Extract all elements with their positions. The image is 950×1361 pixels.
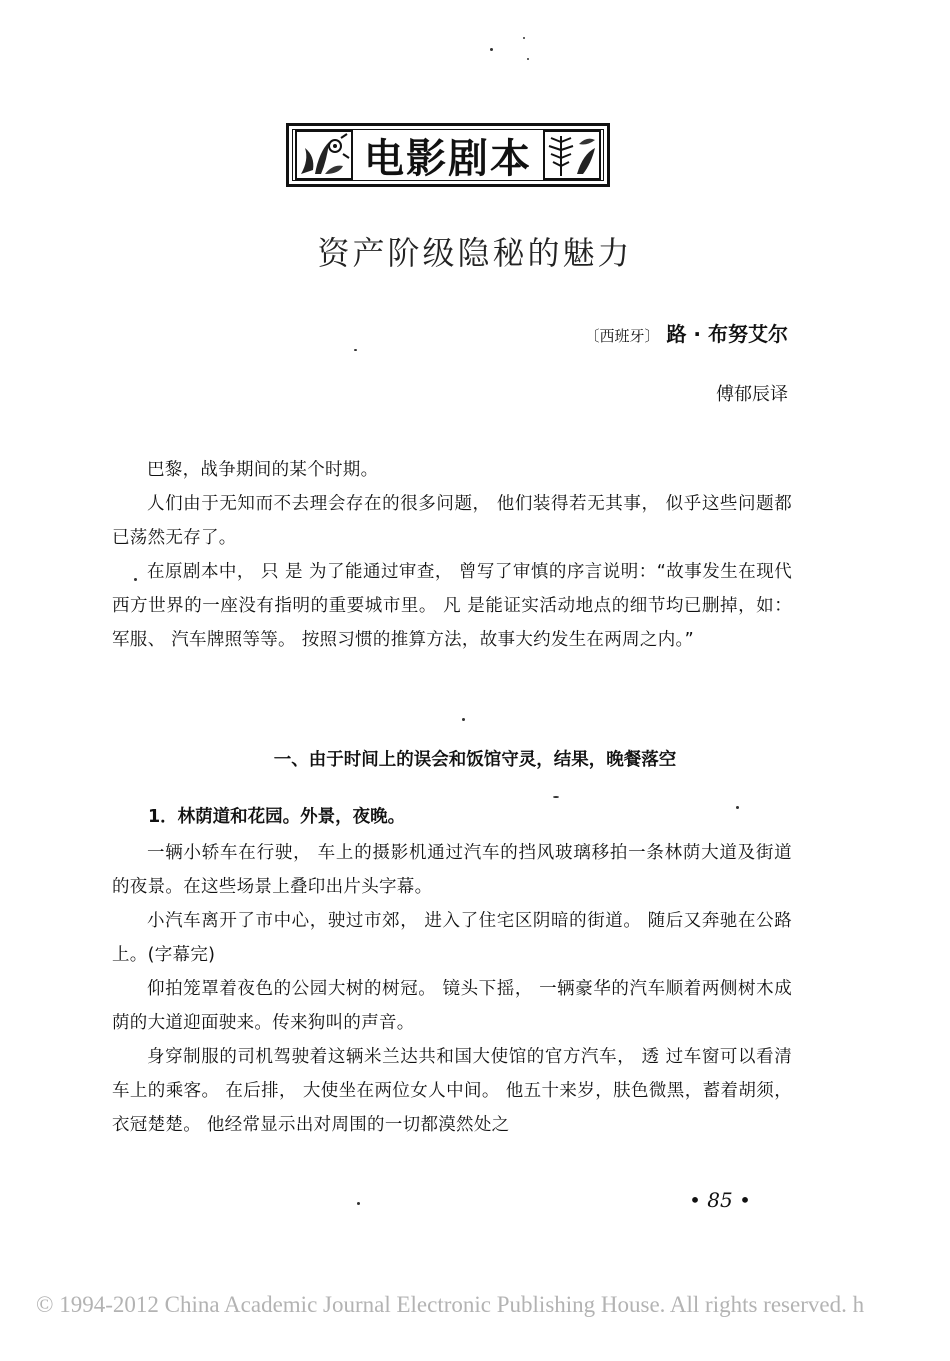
article-title: 资产阶级隐秘的魅力 [317, 234, 633, 272]
scene-heading: 1．林荫道和花园。外景，夜晚。 [148, 807, 406, 827]
intro-paragraph: 巴黎，战争期间的某个时期。 [147, 460, 379, 480]
scan-speck [354, 349, 357, 351]
intro-paragraph: 人们由于无知而不去理会存在的很多问题， 他们装得若无其事， 似乎这些问题都已荡然无存了。 [112, 494, 792, 548]
scene-text [112, 836, 792, 1142]
copyright-watermark: © 1994-2012 China Academic Journal Electronic Publishing House. All rights reserved. h [36, 1292, 865, 1317]
scan-speck [527, 58, 529, 60]
scan-speck [462, 718, 465, 721]
author-name: 路 · 布努艾尔 [666, 322, 788, 346]
page-number: • 85 • [689, 1188, 751, 1212]
intro-text [112, 453, 792, 657]
scan-speck [357, 1202, 360, 1205]
column-banner [286, 123, 610, 187]
section-heading: 一、由于时间上的误会和饭馆守灵，结果，晚餐落空 [273, 750, 677, 770]
plant-ornament-icon [543, 130, 601, 180]
scan-speck [134, 578, 137, 581]
scene-paragraph: 仰拍笼罩着夜色的公园大树的树冠。 镜头下摇， 一辆豪华的汽车顺着两侧树木成荫的大道迎面驶来。传来狗叫的声音。 [112, 979, 792, 1033]
column-title: 电影剧本 [364, 135, 532, 182]
translator-credit: 傅郁辰译 [716, 384, 788, 405]
intro-paragraph: 在原剧本中， 只 是 为了能通过审查， 曾写了审慎的序言说明：“故事发生在现代西方世界的一座没有指明的重要城市里。 凡 是能证实活动地点的细节均已删掉，如：军服、 汽车牌照等等。 按照习惯的推算方法，故事大约发生在两周之内。” [112, 562, 792, 650]
scene-paragraph: 身穿制服的司机驾驶着这辆米兰达共和国大使馆的官方汽车， 透 过车窗可以看清车上的乘客。 在后排， 大使坐在两位女人中间。 他五十来岁，肤色微黑，蓄着胡须， 衣冠楚楚。 他经常显示出对周围的一切都漠然处之 [112, 1047, 792, 1135]
scan-speck [736, 806, 739, 809]
flower-ornament-icon [295, 130, 353, 180]
scan-speck [553, 796, 559, 798]
scene-paragraph: 小汽车离开了市中心，驶过市郊， 进入了住宅区阴暗的街道。 随后又奔驰在公路上。(字幕完) [112, 911, 792, 965]
author-line [584, 318, 788, 347]
scan-speck [490, 48, 493, 51]
scene-paragraph: 一辆小轿车在行驶， 车上的摄影机通过汽车的挡风玻璃移拍一条林荫大道及街道的夜景。在这些场景上叠印出片头字幕。 [112, 843, 792, 897]
scan-speck [523, 37, 525, 39]
author-nationality: 〔西班牙〕 [584, 327, 660, 345]
